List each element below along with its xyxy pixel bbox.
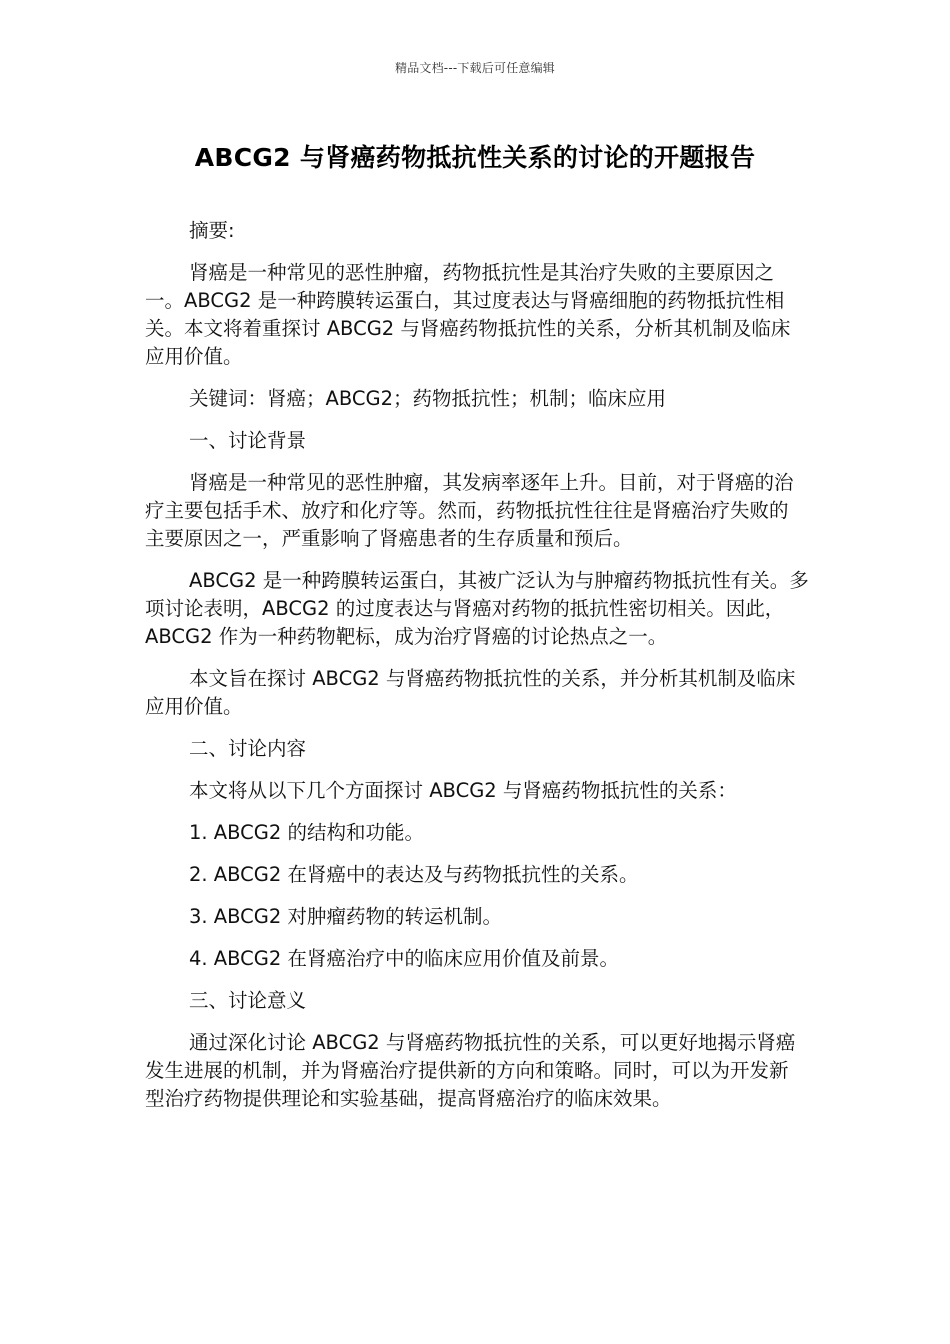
header-note: 精品文档---下载后可任意编辑 bbox=[395, 61, 555, 75]
section-heading-content: 二、讨论内容 bbox=[189, 737, 307, 760]
background-paragraph-3: 本文旨在探讨 ABCG2 与肾癌药物抵抗性的关系，并分析其机制及临床应用价值。 bbox=[145, 667, 796, 718]
background-paragraph-1: 肾癌是一种常见的恶性肿瘤，其发病率逐年上升。目前，对于肾癌的治疗主要包括手术、放疗和化疗等。然而，药物抵抗性往往是肾癌治疗失败的主要原因之一，严重影响了肾癌患者的生存质量和预后。 bbox=[145, 471, 794, 550]
content-list-item-1: 1. ABCG2 的结构和功能。 bbox=[189, 821, 425, 844]
background-paragraph-2: ABCG2 是一种跨膜转运蛋白，其被广泛认为与肿瘤药物抵抗性有关。多项讨论表明，ABCG2 的过度表达与肾癌对药物的抵抗性密切相关。因此，ABCG2 作为一种药物靶标，成为治疗肾癌的讨论热点之一。 bbox=[145, 569, 809, 648]
section-heading-significance: 三、讨论意义 bbox=[189, 989, 307, 1012]
section-heading-background: 一、讨论背景 bbox=[189, 429, 307, 452]
content-list-item-3: 3. ABCG2 对肿瘤药物的转运机制。 bbox=[189, 905, 503, 928]
content-list-item-2: 2. ABCG2 在肾癌中的表达及与药物抵抗性的关系。 bbox=[189, 863, 639, 886]
significance-paragraph: 通过深化讨论 ABCG2 与肾癌药物抵抗性的关系，可以更好地揭示肾癌发生进展的机制，并为肾癌治疗提供新的方向和策略。同时，可以为开发新型治疗药物提供理论和实验基础，提高肾癌治疗的临床效果。 bbox=[145, 1031, 796, 1110]
abstract-label: 摘要: bbox=[189, 219, 235, 242]
document-body bbox=[145, 217, 825, 1127]
abstract-paragraph: 肾癌是一种常见的恶性肿瘤，药物抵抗性是其治疗失败的主要原因之一。ABCG2 是一种跨膜转运蛋白，其过度表达与肾癌细胞的药物抵抗性相关。本文将着重探讨 ABCG2 与肾癌药物抵抗性的关系，分析其机制及临床应用价值。 bbox=[145, 261, 791, 368]
content-list-item-4: 4. ABCG2 在肾癌治疗中的临床应用价值及前景。 bbox=[189, 947, 620, 970]
document-title: ABCG2 与肾癌药物抵抗性关系的讨论的开题报告 bbox=[194, 143, 756, 172]
keywords-line: 关键词：肾癌；ABCG2；药物抵抗性；机制；临床应用 bbox=[189, 387, 667, 410]
content-intro: 本文将从以下几个方面探讨 ABCG2 与肾癌药物抵抗性的关系： bbox=[189, 779, 737, 802]
